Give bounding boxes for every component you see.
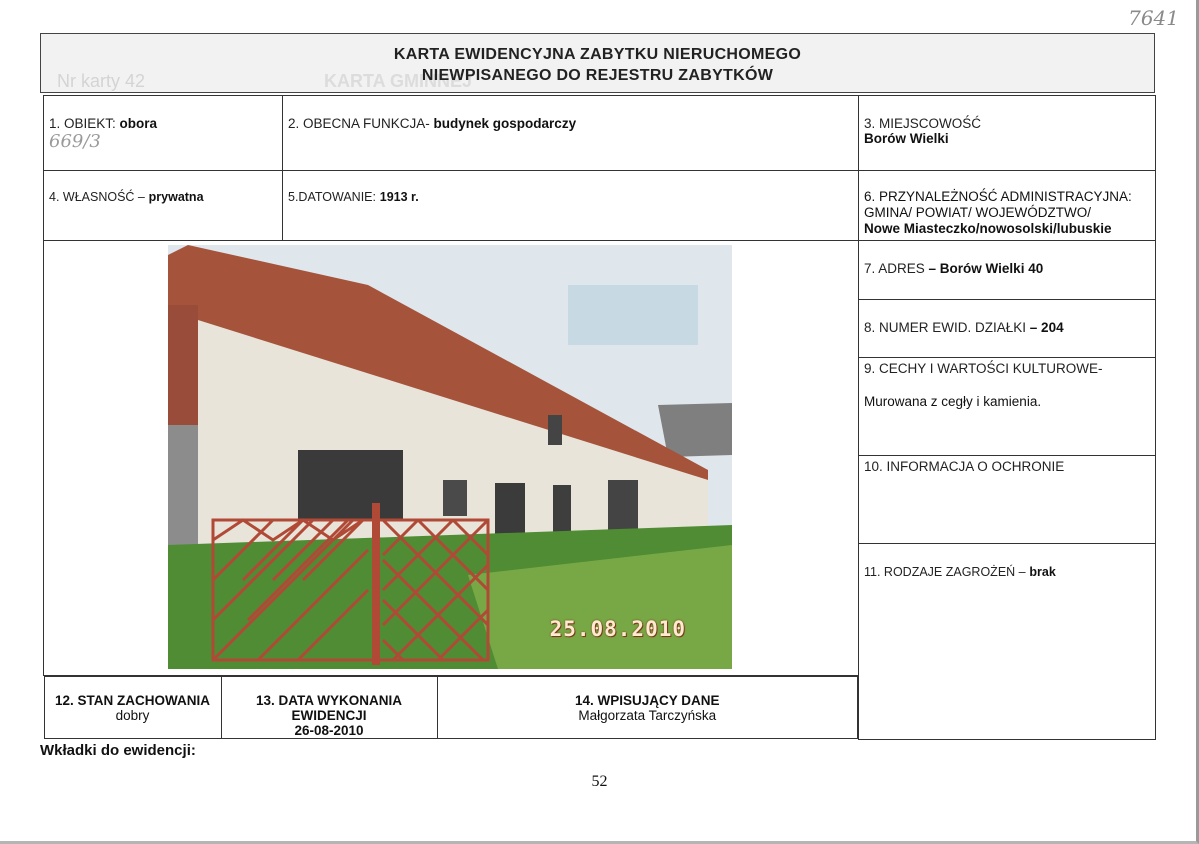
field-address-value: – Borów Wielki 40 — [928, 261, 1044, 276]
field-threats-value: brak — [1029, 565, 1056, 579]
field-protection-label: 10. INFORMACJA O OCHRONIE — [864, 459, 1065, 474]
field-dating-label: 5.DATOWANIE: — [288, 190, 376, 204]
handwritten-parcel-note: 669/3 — [49, 131, 101, 152]
field-threats — [859, 544, 1156, 740]
field-function-label: 2. OBECNA FUNKCJA- — [288, 116, 430, 131]
field-admin-label-1: 6. PRZYNALEŻNOŚĆ ADMINISTRACYJNA: — [864, 189, 1132, 204]
field-address — [859, 241, 1156, 300]
field-function-value: budynek gospodarczy — [433, 116, 577, 131]
field-parcel-number — [859, 300, 1156, 358]
faded-card-title: KARTA GMINNEJ — [324, 71, 472, 91]
field-address-label: 7. ADRES — [864, 261, 925, 276]
inserts-label: Wkładki do ewidencji: — [40, 742, 196, 759]
field-condition-value: dobry — [115, 708, 150, 723]
document-title — [41, 44, 1154, 86]
barn-illustration — [168, 245, 732, 669]
field-author-value: Małgorzata Tarczyńska — [578, 708, 717, 723]
field-record-date — [221, 677, 437, 739]
field-ownership-label: 4. WŁASNOŚĆ – — [49, 190, 145, 204]
field-object — [44, 96, 283, 171]
header-band — [40, 33, 1155, 93]
bottom-fields-table — [44, 676, 859, 739]
field-locality-value: Borów Wielki — [864, 131, 949, 146]
bottom-fields-wrapper — [44, 676, 859, 740]
field-dating-value: 1913 r. — [379, 190, 419, 204]
photo-cell — [44, 241, 859, 676]
field-record-date-label: 13. DATA WYKONANIA EWIDENCJI — [255, 693, 402, 723]
handwritten-inventory-number: 7641 — [1128, 6, 1179, 30]
page-number: 52 — [591, 773, 608, 790]
field-admin-label-2: GMINA/ POWIAT/ WOJEWÓDZTWO/ — [864, 205, 1091, 220]
field-locality — [859, 96, 1156, 171]
field-parcel-value: – 204 — [1029, 320, 1064, 335]
field-ownership — [44, 171, 283, 241]
field-admin-value: Nowe Miasteczko/nowosolski/lubuskie — [864, 221, 1112, 236]
field-dating — [283, 171, 859, 241]
building-photo — [168, 245, 732, 669]
field-object-value: obora — [119, 116, 158, 131]
field-ownership-value: prywatna — [148, 190, 204, 204]
field-condition — [44, 677, 221, 739]
field-condition-label: 12. STAN ZACHOWANIA — [54, 693, 210, 708]
faded-card-number: Nr karty 42 — [57, 71, 146, 91]
title-line-1: KARTA EWIDENCYJNA ZABYTKU NIERUCHOMEGO — [393, 46, 802, 63]
field-protection-info — [859, 456, 1156, 544]
title-line-2: NIEWPISANEGO DO REJESTRU ZABYTKÓW — [421, 67, 774, 84]
record-card-table — [43, 95, 1156, 740]
field-record-date-value: 26-08-2010 — [294, 723, 364, 738]
field-author-label: 14. WPISUJĄCY DANE — [574, 693, 720, 708]
field-object-label: 1. OBIEKT: — [49, 116, 116, 131]
field-administrative — [859, 171, 1156, 241]
photo-date-stamp: 25.08.2010 — [549, 617, 686, 641]
field-parcel-label: 8. NUMER EWID. DZIAŁKI — [864, 320, 1027, 335]
field-threats-label: 11. RODZAJE ZAGROŻEŃ – — [864, 565, 1026, 579]
field-cultural-values — [859, 358, 1156, 456]
field-cultural-value: Murowana z cegły i kamienia. — [864, 394, 1042, 409]
field-author — [437, 677, 858, 739]
field-cultural-label: 9. CECHY I WARTOŚCI KULTUROWE- — [864, 361, 1103, 376]
field-locality-label: 3. MIEJSCOWOŚĆ — [864, 116, 982, 131]
field-current-function — [283, 96, 859, 171]
